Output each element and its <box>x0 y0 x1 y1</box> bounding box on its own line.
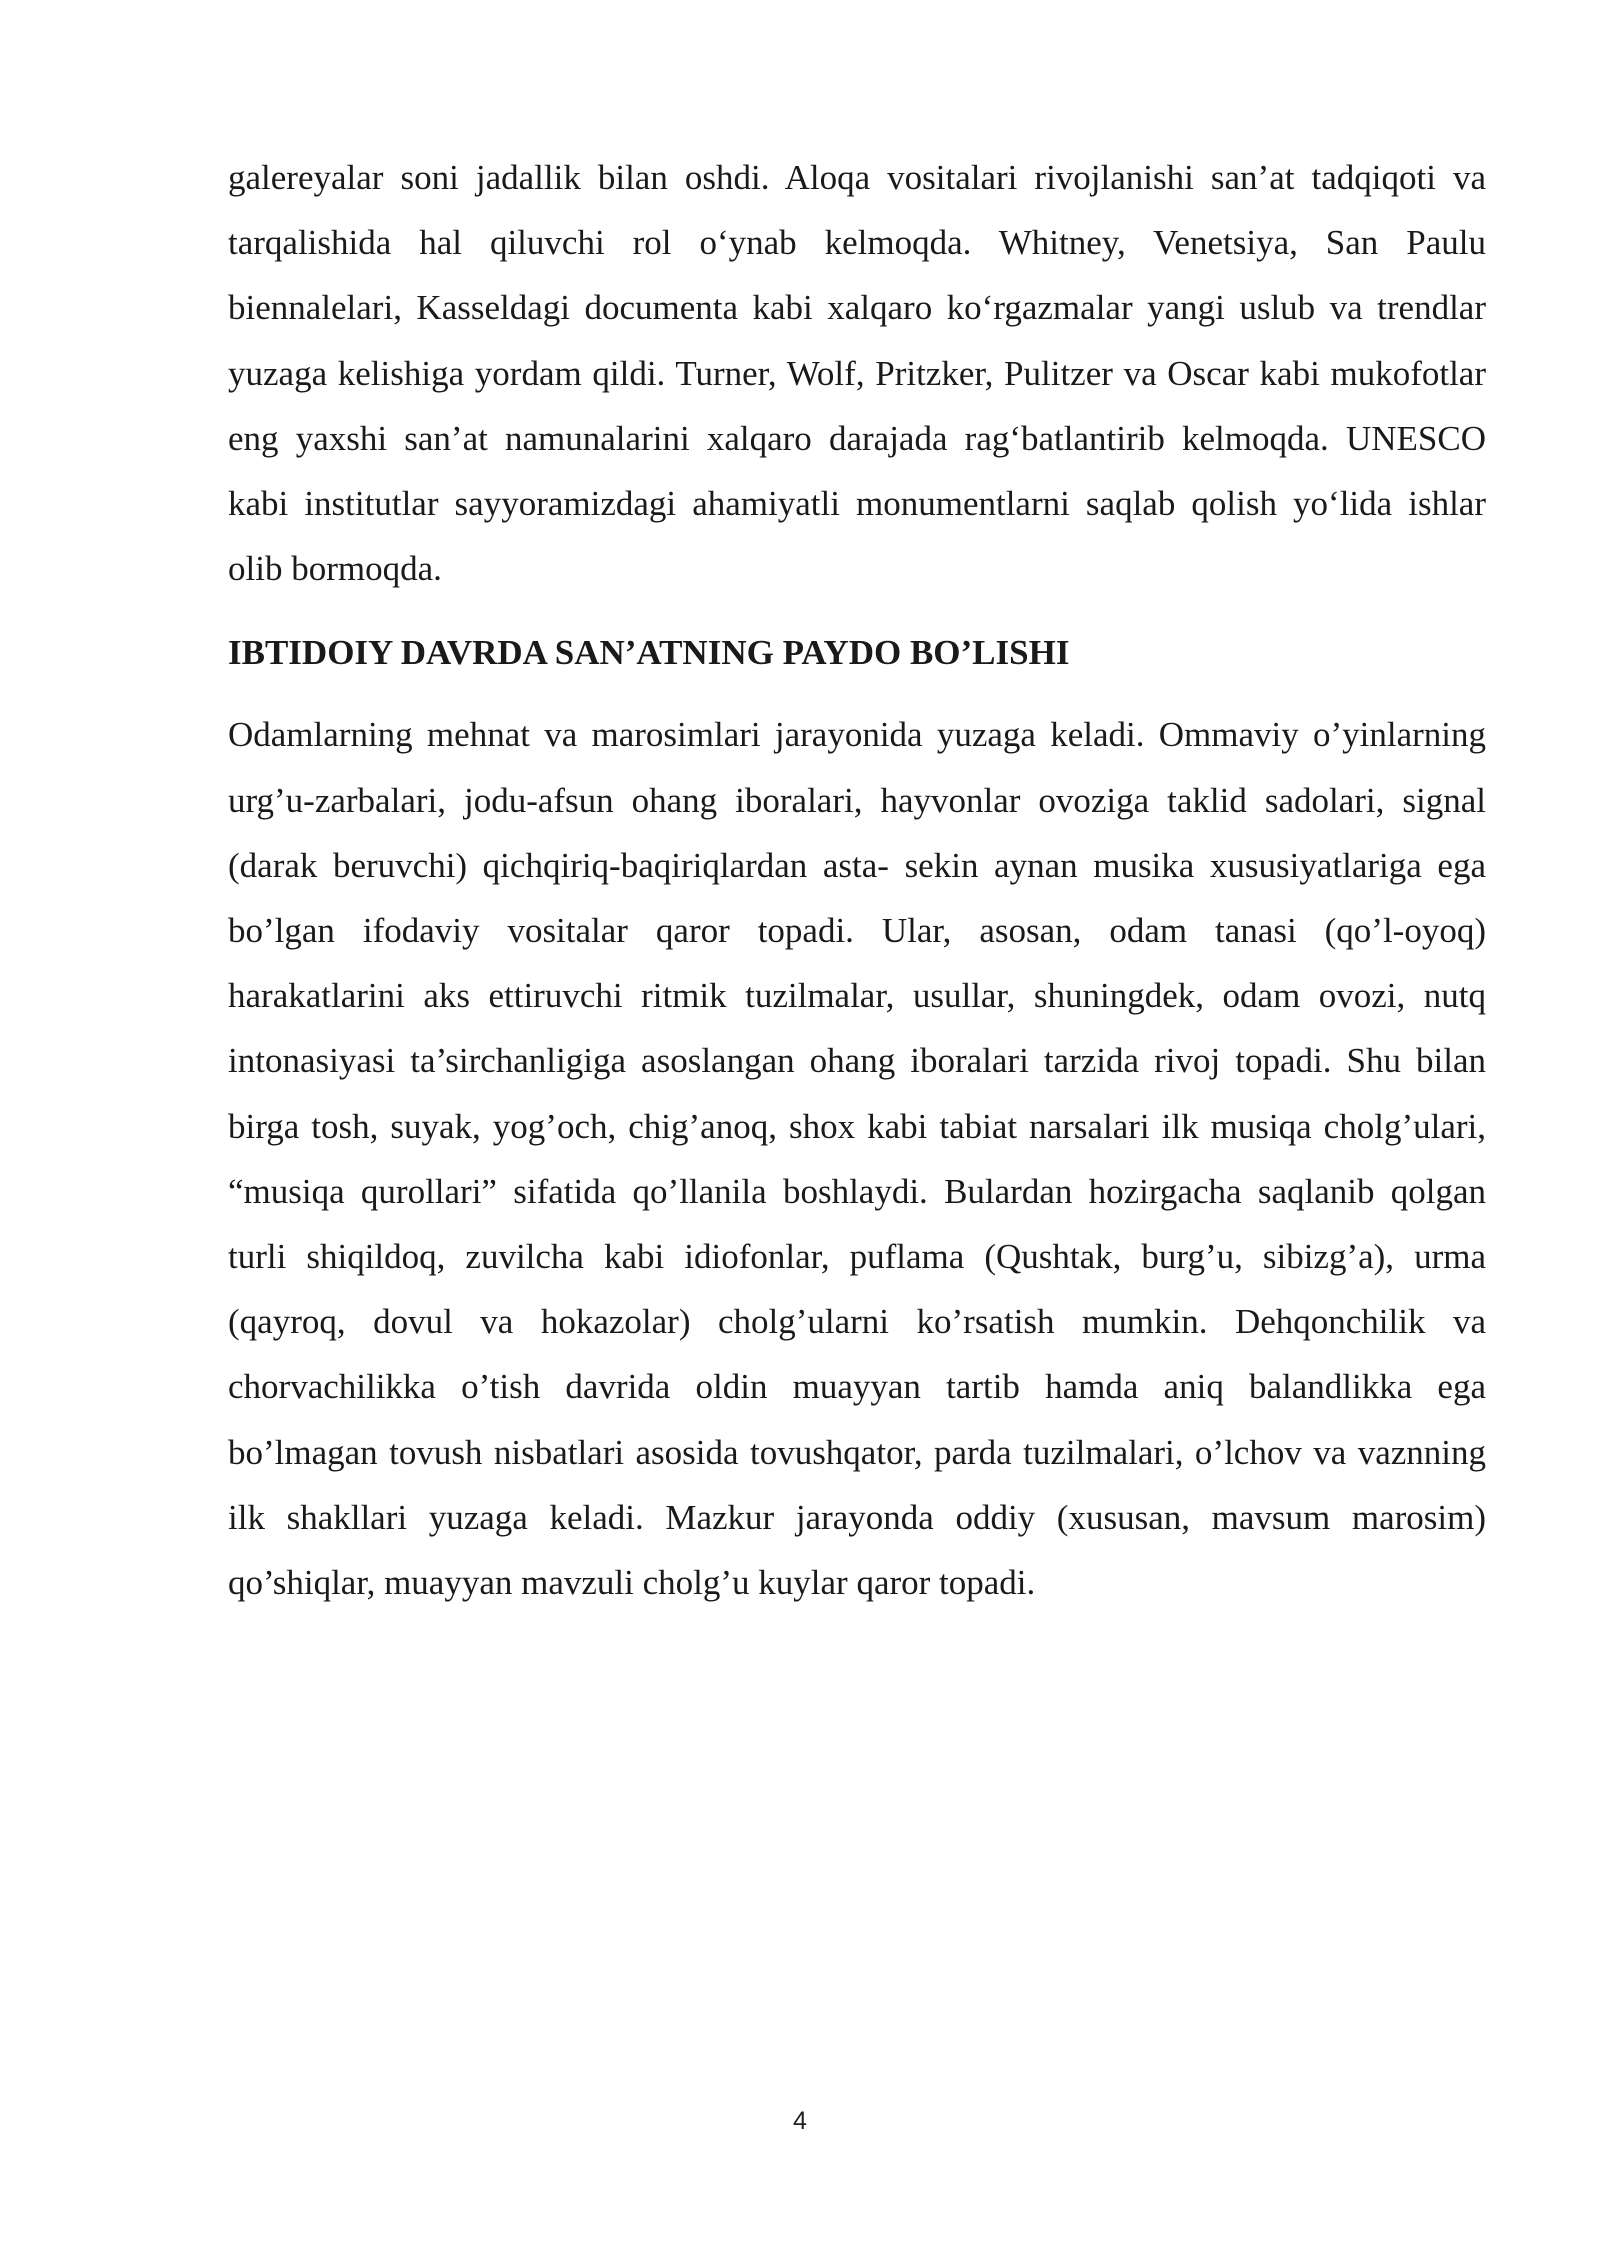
page-content <box>228 145 1486 1615</box>
body-paragraph-2: Odamlarning mehnat va marosimlari jarayonida yuzaga keladi. Ommaviy o’yinlarning urg’u-zarbalari, jodu-afsun ohang iboralari, hayvonlar ovoziga taklid sadolari, signal (darak beruvchi) qichqiriq-baqiriqlardan asta- sekin aynan musika xususiyatlariga ega bo’lgan ifodaviy vositalar qaror topadi. Ular, asosan, odam tanasi (qo’l-oyoq) harakatlarini aks ettiruvchi ritmik tuzilmalar, usullar, shuningdek, odam ovozi, nutq intonasiyasi ta’sirchanligiga asoslangan ohang iboralari tarzida rivoj topadi. Shu bilan birga tosh, suyak, yog’och, chig’anoq, shox kabi tabiat narsalari ilk musiqa cholg’ulari, “musiqa qurollari” sifatida qo’llanila boshlaydi. Bulardan hozirgacha saqlanib qolgan turli shiqildoq, zuvilcha kabi idiofonlar, puflama (Qushtak, burg’u, sibizg’a), urma (qayroq, dovul va hokazolar) cholg’ularni ko’rsatish mumkin. Dehqonchilik va chorvachilikka o’tish davrida oldin muayyan tartib hamda aniq balandlikka ega bo’lmagan tovush nisbatlari asosida tovushqator, parda tuzilmalari, o’lchov va vaznning ilk shakllari yuzaga keladi. Mazkur jarayonda oddiy (xususan, mavsum marosim) qo’shiqlar, muayyan mavzuli cholg’u kuylar qaror topadi. <box>228 715 1486 1603</box>
section-heading: IBTIDOIY DAVRDA SAN’ATNING PAYDO BO’LISHI <box>228 633 1070 673</box>
body-paragraph-1: galereyalar soni jadallik bilan oshdi. Aloqa vositalari rivojlanishi san’at tadqiqoti va tarqalishida hal qiluvchi rol o‘ynab kelmoqda. Whitney, Venetsiya, San Paulu biennalelari, Kasseldagi documenta kabi xalqaro ko‘rgazmalar yangi uslub va trendlar yuzaga kelishiga yordam qildi. Turner, Wolf, Pritzker, Pulitzer va Oscar kabi mukofotlar eng yaxshi san’at namunalarini xalqaro darajada rag‘batlantirib kelmoqda. UNESCO kabi institutlar sayyoramizdagi ahamiyatli monumentlarni saqlab qolish yo‘lida ishlar olib bormoqda. <box>228 158 1486 589</box>
page-number: 4 <box>793 2107 807 2135</box>
